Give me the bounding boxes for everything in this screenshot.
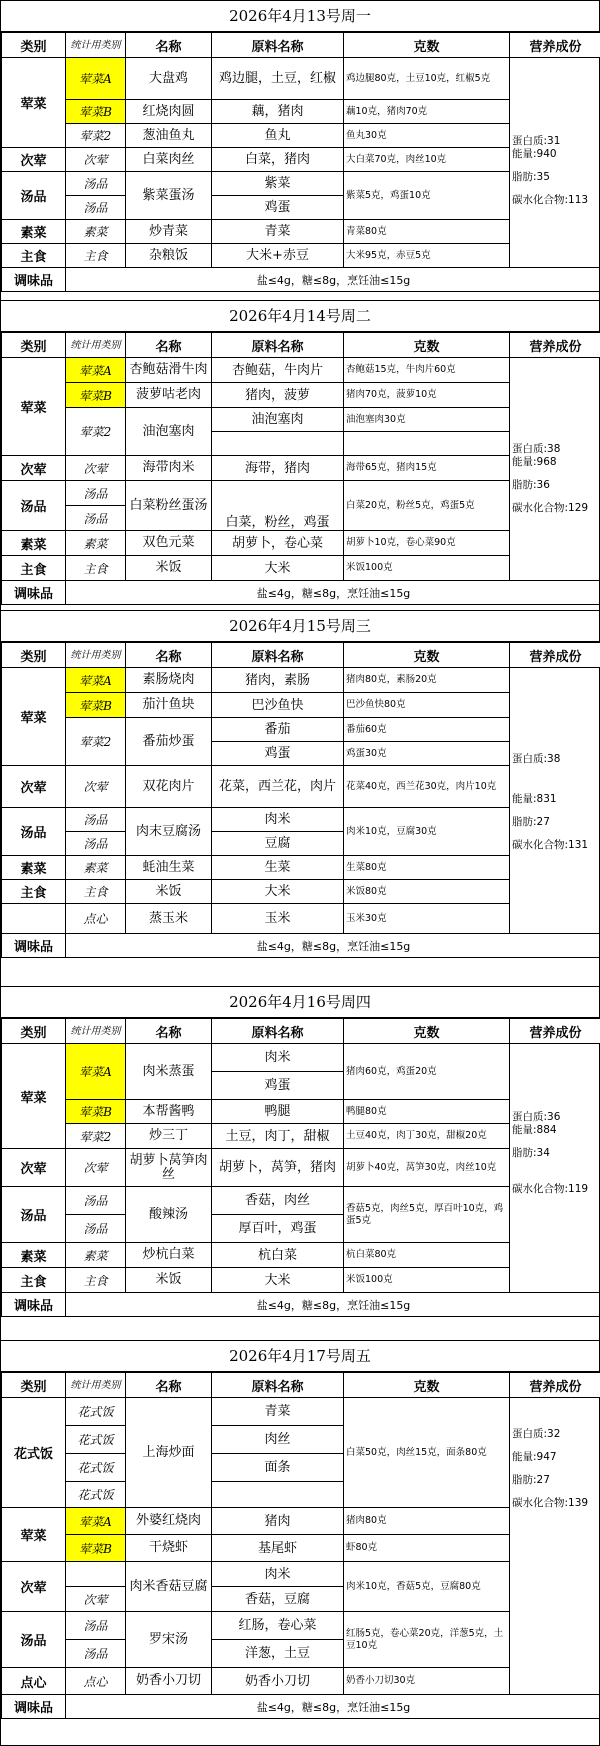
protein-value: 蛋白质:38	[512, 442, 561, 455]
stat-cell: 荤菜2	[66, 408, 126, 456]
grams-cell: 白菜20克，粉丝5克，鸡蛋5克	[344, 481, 510, 531]
stat-cell: 荤菜B	[66, 1535, 126, 1562]
dish-name: 蚝油生菜	[126, 856, 212, 880]
ingredients-cell: 鸡边腿，土豆，红椒	[212, 58, 344, 100]
category-cell: 主食	[2, 556, 66, 581]
ingredients-cell: 生菜	[212, 856, 344, 880]
dish-name: 白菜肉丝	[126, 148, 212, 172]
dish-name: 番茄炒蛋	[126, 718, 212, 766]
ingredients-cell: 香菇，豆腐	[212, 1587, 344, 1612]
category-cell: 素菜	[2, 856, 66, 880]
grams-cell: 胡萝卜40克，莴笋30克，肉丝10克	[344, 1149, 510, 1187]
header-name: 名称	[126, 333, 212, 358]
ingredients-cell: 白菜，猪肉	[212, 148, 344, 172]
energy-value: 能量:940	[512, 147, 557, 160]
carbs-value: 碳水化合物:119	[512, 1182, 589, 1195]
dish-name: 茄汁鱼块	[126, 693, 212, 718]
category-cell: 荤菜	[2, 1508, 66, 1562]
stat-cell: 花式饭	[66, 1482, 126, 1508]
menu-table	[1, 32, 600, 292]
stat-cell: 荤菜A	[66, 1508, 126, 1535]
protein-value: 蛋白质:36	[512, 1110, 561, 1123]
header-row	[2, 333, 600, 358]
category-cell: 次荤	[2, 766, 66, 808]
ingredients-cell: 大米	[212, 880, 344, 904]
carbs-value: 碳水化合物:113	[512, 193, 589, 206]
grams-cell	[344, 432, 510, 456]
ingredients-cell: 奶香小刀切	[212, 1668, 344, 1695]
grams-cell: 玉米30克	[344, 904, 510, 934]
category-cell: 点心	[2, 1668, 66, 1695]
protein-value: 蛋白质:31	[512, 134, 561, 147]
ingredients-cell: 洋葱，土豆	[212, 1640, 344, 1668]
table-row	[2, 358, 600, 383]
stat-cell: 次荤	[66, 1587, 126, 1612]
seasoning-label: 调味品	[2, 1695, 66, 1719]
stat-cell: 荤菜B	[66, 383, 126, 408]
header-category: 类别	[2, 333, 66, 358]
header-nutrition: 营养成份	[510, 333, 600, 358]
ingredients-cell: 肉米	[212, 808, 344, 832]
grams-cell: 鸭腿80克	[344, 1100, 510, 1124]
dish-name: 米饭	[126, 1268, 212, 1293]
dish-name: 素肠烧肉	[126, 668, 212, 693]
seasoning-label: 调味品	[2, 934, 66, 958]
carbs-value: 碳水化合物:139	[512, 1497, 589, 1509]
day-title: 2026年4月17号周五	[1, 1341, 599, 1372]
category-cell: 主食	[2, 1268, 66, 1293]
header-name: 名称	[126, 33, 212, 58]
seasoning-row	[2, 581, 600, 605]
category-cell	[2, 904, 66, 934]
dish-name: 海带肉米	[126, 456, 212, 481]
header-nutrition: 营养成份	[510, 33, 600, 58]
stat-cell: 荤菜B	[66, 693, 126, 718]
category-cell: 次荤	[2, 1562, 66, 1612]
dish-name: 酸辣汤	[126, 1187, 212, 1243]
category-cell: 主食	[2, 244, 66, 268]
grams-cell: 杭白菜80克	[344, 1243, 510, 1268]
ingredients-cell: 猪肉，菠萝	[212, 383, 344, 408]
dish-name: 外婆红烧肉	[126, 1508, 212, 1535]
category-cell: 荤菜	[2, 58, 66, 148]
grams-cell: 鸡蛋30克	[344, 742, 510, 766]
day-title: 2026年4月16号周四	[1, 987, 599, 1018]
seasoning-label: 调味品	[2, 268, 66, 292]
header-row	[2, 1019, 600, 1044]
ingredients-cell: 鸭腿	[212, 1100, 344, 1124]
stat-cell: 花式饭	[66, 1454, 126, 1482]
category-cell: 荤菜	[2, 1044, 66, 1149]
ingredients-cell: 巴沙鱼快	[212, 693, 344, 718]
grams-cell: 海带65克，猪肉15克	[344, 456, 510, 481]
ingredients-cell: 鸡蛋	[212, 742, 344, 766]
stat-cell: 荤菜A	[66, 1044, 126, 1100]
dish-name: 葱油鱼丸	[126, 124, 212, 148]
header-grams: 克数	[344, 1373, 510, 1398]
day-friday	[0, 1340, 600, 1746]
stat-cell: 次荤	[66, 456, 126, 481]
day-thursday	[0, 986, 600, 1340]
day-title: 2026年4月14号周二	[1, 301, 599, 332]
header-stat: 统计用类别	[66, 643, 126, 668]
day-title: 2026年4月13号周一	[1, 1, 599, 32]
ingredients-cell: 香菇，肉丝	[212, 1187, 344, 1215]
table-row	[2, 148, 600, 172]
dish-name: 奶香小刀切	[126, 1668, 212, 1695]
carbs-value: 碳水化合物:129	[512, 501, 589, 514]
header-category: 类别	[2, 1019, 66, 1044]
dish-name: 炒杭白菜	[126, 1243, 212, 1268]
category-cell: 素菜	[2, 220, 66, 244]
table-row	[2, 1562, 600, 1587]
seasoning-label: 调味品	[2, 581, 66, 605]
header-grams: 克数	[344, 333, 510, 358]
header-grams: 克数	[344, 643, 510, 668]
dish-name: 肉米香菇豆腐	[126, 1562, 212, 1612]
nutrition-cell	[510, 1398, 600, 1562]
header-grams: 克数	[344, 33, 510, 58]
grams-cell: 青菜80克	[344, 220, 510, 244]
ingredients-cell: 海带，猪肉	[212, 456, 344, 481]
dish-name: 肉米蒸蛋	[126, 1044, 212, 1100]
seasoning-limits: 盐≤4g，糖≤8g，烹饪油≤15g	[66, 1293, 600, 1317]
grams-cell: 米饭100克	[344, 556, 510, 581]
stat-cell: 荤菜A	[66, 358, 126, 383]
dish-name: 紫菜蛋汤	[126, 172, 212, 220]
dish-name: 罗宋汤	[126, 1612, 212, 1668]
nutrition-cell	[510, 1268, 600, 1293]
dish-name: 炒青菜	[126, 220, 212, 244]
grams-cell: 香菇5克，肉丝5克，厚百叶10克，鸡蛋5克	[344, 1187, 510, 1243]
stat-cell: 荤菜2	[66, 1124, 126, 1149]
stat-cell: 主食	[66, 880, 126, 904]
category-cell: 荤菜	[2, 668, 66, 766]
table-row	[2, 58, 600, 100]
menu-table	[1, 1018, 600, 1317]
category-cell: 汤品	[2, 1187, 66, 1243]
stat-cell: 次荤	[66, 148, 126, 172]
stat-cell: 汤品	[66, 1640, 126, 1668]
seasoning-limits: 盐≤4g，糖≤8g，烹饪油≤15g	[66, 581, 600, 605]
category-cell: 荤菜	[2, 358, 66, 456]
dish-name: 米饭	[126, 880, 212, 904]
header-row	[2, 643, 600, 668]
ingredients-cell	[212, 432, 344, 456]
stat-cell: 花式饭	[66, 1426, 126, 1454]
nutrition-cell	[510, 148, 600, 268]
ingredients-cell: 大米	[212, 1268, 344, 1293]
energy-value: 能量:947	[512, 1451, 557, 1463]
grams-cell: 油泡塞肉30克	[344, 408, 510, 432]
header-ingredients: 原料名称	[212, 1373, 344, 1398]
fat-value: 脂肪:35	[512, 170, 550, 183]
table-row	[2, 456, 600, 481]
stat-cell: 素菜	[66, 1243, 126, 1268]
category-cell: 汤品	[2, 172, 66, 220]
header-stat: 统计用类别	[66, 33, 126, 58]
table-row	[2, 880, 600, 904]
grams-cell: 红肠5克，卷心菜20克，洋葱5克，土豆10克	[344, 1612, 510, 1668]
nutrition-cell	[510, 668, 600, 766]
grams-cell: 奶香小刀切30克	[344, 1668, 510, 1695]
ingredients-cell: 猪肉，素肠	[212, 668, 344, 693]
stat-cell: 荤菜B	[66, 100, 126, 124]
table-row	[2, 766, 600, 808]
header-name: 名称	[126, 1373, 212, 1398]
day-wednesday	[0, 610, 600, 986]
ingredients-cell: 藕，猪肉	[212, 100, 344, 124]
ingredients-cell: 青菜	[212, 1398, 344, 1426]
ingredients-cell: 基尾虾	[212, 1535, 344, 1562]
ingredients-cell	[212, 1482, 344, 1508]
grams-cell: 鱼丸30克	[344, 124, 510, 148]
stat-cell: 汤品	[66, 808, 126, 832]
ingredients-cell: 杭白菜	[212, 1243, 344, 1268]
header-nutrition: 营养成份	[510, 1019, 600, 1044]
stat-cell: 汤品	[66, 196, 126, 220]
header-stat: 统计用类别	[66, 1019, 126, 1044]
stat-cell: 汤品	[66, 1187, 126, 1215]
dish-name: 米饭	[126, 556, 212, 581]
grams-cell: 肉米10克，豆腐30克	[344, 808, 510, 856]
fat-value: 脂肪:27	[512, 816, 550, 828]
ingredients-cell: 番茄	[212, 718, 344, 742]
seasoning-label: 调味品	[2, 1293, 66, 1317]
header-ingredients: 原料名称	[212, 33, 344, 58]
stat-cell: 汤品	[66, 1612, 126, 1640]
grams-cell: 猪肉80克，素肠20克	[344, 668, 510, 693]
dish-name: 双花肉片	[126, 766, 212, 808]
day-tuesday	[0, 300, 600, 610]
energy-value: 能量:831	[512, 793, 557, 805]
category-cell: 汤品	[2, 808, 66, 856]
header-ingredients: 原料名称	[212, 643, 344, 668]
ingredients-cell: 肉米	[212, 1562, 344, 1587]
stat-cell: 主食	[66, 244, 126, 268]
stat-cell: 素菜	[66, 531, 126, 556]
grams-cell: 猪肉60克，鸡蛋20克	[344, 1044, 510, 1100]
dish-name: 油泡塞肉	[126, 408, 212, 456]
grams-cell: 鸡边腿80克，土豆10克，红椒5克	[344, 58, 510, 100]
grams-cell: 土豆40克，肉丁30克，甜椒20克	[344, 1124, 510, 1149]
ingredients-cell: 面条	[212, 1454, 344, 1482]
ingredients-cell: 大米	[212, 556, 344, 581]
grams-cell: 胡萝卜10克，卷心菜90克	[344, 531, 510, 556]
table-row	[2, 1268, 600, 1293]
menu-table	[1, 642, 600, 958]
menu-table	[1, 332, 600, 605]
stat-cell: 汤品	[66, 832, 126, 856]
stat-cell: 点心	[66, 904, 126, 934]
header-name: 名称	[126, 643, 212, 668]
nutrition-cell	[510, 456, 600, 581]
ingredients-cell: 猪肉	[212, 1508, 344, 1535]
category-cell: 花式饭	[2, 1398, 66, 1508]
stat-cell	[66, 1562, 126, 1587]
fat-value: 脂肪:36	[512, 478, 550, 491]
ingredients-cell: 肉丝	[212, 1426, 344, 1454]
menu-table	[1, 1372, 600, 1719]
header-nutrition: 营养成份	[510, 643, 600, 668]
fat-value: 脂肪:27	[512, 1474, 550, 1486]
header-name: 名称	[126, 1019, 212, 1044]
header-row	[2, 1373, 600, 1398]
dish-name: 胡萝卜莴笋肉丝	[126, 1149, 212, 1187]
seasoning-row	[2, 1293, 600, 1317]
grams-cell: 虾80克	[344, 1535, 510, 1562]
table-row	[2, 1124, 600, 1149]
grams-cell: 杏鲍菇15克，牛肉片60克	[344, 358, 510, 383]
stat-cell: 荤菜B	[66, 1100, 126, 1124]
seasoning-limits: 盐≤4g，糖≤8g，烹饪油≤15g	[66, 1695, 600, 1719]
ingredients-cell: 豆腐	[212, 832, 344, 856]
header-stat: 统计用类别	[66, 1373, 126, 1398]
day-monday	[0, 0, 600, 300]
day-title: 2026年4月15号周三	[1, 611, 599, 642]
ingredients-cell: 青菜	[212, 220, 344, 244]
dish-name: 上海炒面	[126, 1398, 212, 1508]
header-category: 类别	[2, 33, 66, 58]
nutrition-cell	[510, 358, 600, 456]
stat-cell: 主食	[66, 1268, 126, 1293]
protein-value: 蛋白质:32	[512, 1428, 561, 1440]
fat-value: 脂肪:34	[512, 1146, 550, 1159]
stat-cell: 素菜	[66, 220, 126, 244]
header-row	[2, 33, 600, 58]
category-cell: 主食	[2, 880, 66, 904]
stat-cell: 次荤	[66, 1149, 126, 1187]
category-cell: 汤品	[2, 481, 66, 531]
ingredients-cell: 油泡塞肉	[212, 408, 344, 432]
grams-cell: 肉米10克，香菇5克，豆腐80克	[344, 1562, 510, 1612]
ingredients-cell: 鱼丸	[212, 124, 344, 148]
carbs-value: 碳水化合物:131	[512, 839, 589, 851]
table-row	[2, 668, 600, 693]
ingredients-cell: 胡萝卜，莴笋，猪肉	[212, 1149, 344, 1187]
ingredients-cell: 杏鲍菇，牛肉片	[212, 358, 344, 383]
nutrition-cell	[510, 1562, 600, 1695]
grams-cell: 猪肉80克	[344, 1508, 510, 1535]
nutrition-cell	[510, 766, 600, 880]
seasoning-row	[2, 934, 600, 958]
grams-cell: 大白菜70克，肉丝10克	[344, 148, 510, 172]
nutrition-cell	[510, 58, 600, 148]
category-cell: 次荤	[2, 1149, 66, 1187]
seasoning-row	[2, 1695, 600, 1719]
ingredients-cell: 土豆，肉丁，甜椒	[212, 1124, 344, 1149]
stat-cell: 荤菜2	[66, 718, 126, 766]
header-nutrition: 营养成份	[510, 1373, 600, 1398]
dish-name: 红烧肉圆	[126, 100, 212, 124]
table-row	[2, 1398, 600, 1426]
dish-name: 白菜粉丝蛋汤	[126, 481, 212, 531]
table-row	[2, 1044, 600, 1072]
dish-name: 菠萝咕老肉	[126, 383, 212, 408]
grams-cell: 米饭80克	[344, 880, 510, 904]
grams-cell: 大米95克，赤豆5克	[344, 244, 510, 268]
ingredients-cell: 肉米	[212, 1044, 344, 1072]
seasoning-row	[2, 268, 600, 292]
grams-cell: 生菜80克	[344, 856, 510, 880]
grams-cell: 紫菜5克，鸡蛋10克	[344, 172, 510, 220]
category-cell: 次荤	[2, 456, 66, 481]
stat-cell: 汤品	[66, 172, 126, 196]
ingredients-cell: 白菜，粉丝，鸡蛋	[212, 481, 344, 531]
stat-cell: 荤菜A	[66, 58, 126, 100]
ingredients-cell: 玉米	[212, 904, 344, 934]
stat-cell: 素菜	[66, 856, 126, 880]
dish-name: 炒三丁	[126, 1124, 212, 1149]
dish-name: 杏鲍菇滑牛肉	[126, 358, 212, 383]
ingredients-cell: 胡萝卜，卷心菜	[212, 531, 344, 556]
ingredients-cell: 鸡蛋	[212, 1072, 344, 1100]
energy-value: 能量:884	[512, 1123, 557, 1136]
category-cell: 汤品	[2, 1612, 66, 1668]
header-ingredients: 原料名称	[212, 333, 344, 358]
dish-name: 蒸玉米	[126, 904, 212, 934]
header-grams: 克数	[344, 1019, 510, 1044]
stat-cell: 汤品	[66, 481, 126, 506]
dish-name: 本帮酱鸭	[126, 1100, 212, 1124]
header-category: 类别	[2, 643, 66, 668]
stat-cell: 汤品	[66, 1215, 126, 1243]
protein-value: 蛋白质:38	[512, 752, 561, 765]
ingredients-cell: 厚百叶，鸡蛋	[212, 1215, 344, 1243]
category-cell: 素菜	[2, 1243, 66, 1268]
nutrition-cell	[510, 880, 600, 934]
header-category: 类别	[2, 1373, 66, 1398]
seasoning-limits: 盐≤4g，糖≤8g，烹饪油≤15g	[66, 268, 600, 292]
grams-cell: 米饭100克	[344, 1268, 510, 1293]
ingredients-cell: 大米+赤豆	[212, 244, 344, 268]
ingredients-cell: 红肠，卷心菜	[212, 1612, 344, 1640]
stat-cell: 次荤	[66, 766, 126, 808]
dish-name: 双色元菜	[126, 531, 212, 556]
grams-cell: 藕10克，猪肉70克	[344, 100, 510, 124]
grams-cell: 猪肉70克，菠萝10克	[344, 383, 510, 408]
stat-cell: 主食	[66, 556, 126, 581]
category-cell: 次荤	[2, 148, 66, 172]
grams-cell: 番茄60克	[344, 718, 510, 742]
nutrition-cell	[510, 1044, 600, 1124]
header-ingredients: 原料名称	[212, 1019, 344, 1044]
dish-name: 肉末豆腐汤	[126, 808, 212, 856]
dish-name: 大盘鸡	[126, 58, 212, 100]
grams-cell: 花菜40克，西兰花30克，肉片10克	[344, 766, 510, 808]
energy-value: 能量:968	[512, 455, 557, 468]
seasoning-limits: 盐≤4g，糖≤8g，烹饪油≤15g	[66, 934, 600, 958]
ingredients-cell: 鸡蛋	[212, 196, 344, 220]
grams-cell: 巴沙鱼快80克	[344, 693, 510, 718]
dish-name: 干烧虾	[126, 1535, 212, 1562]
category-cell: 素菜	[2, 531, 66, 556]
ingredients-cell: 紫菜	[212, 172, 344, 196]
header-stat: 统计用类别	[66, 333, 126, 358]
stat-cell: 汤品	[66, 506, 126, 531]
grams-cell: 白菜50克，肉丝15克，面条80克	[344, 1398, 510, 1508]
stat-cell: 荤菜A	[66, 668, 126, 693]
stat-cell: 点心	[66, 1668, 126, 1695]
stat-cell: 花式饭	[66, 1398, 126, 1426]
dish-name: 杂粮饭	[126, 244, 212, 268]
nutrition-cell	[510, 1124, 600, 1268]
ingredients-cell: 花菜，西兰花，肉片	[212, 766, 344, 808]
stat-cell: 荤菜2	[66, 124, 126, 148]
